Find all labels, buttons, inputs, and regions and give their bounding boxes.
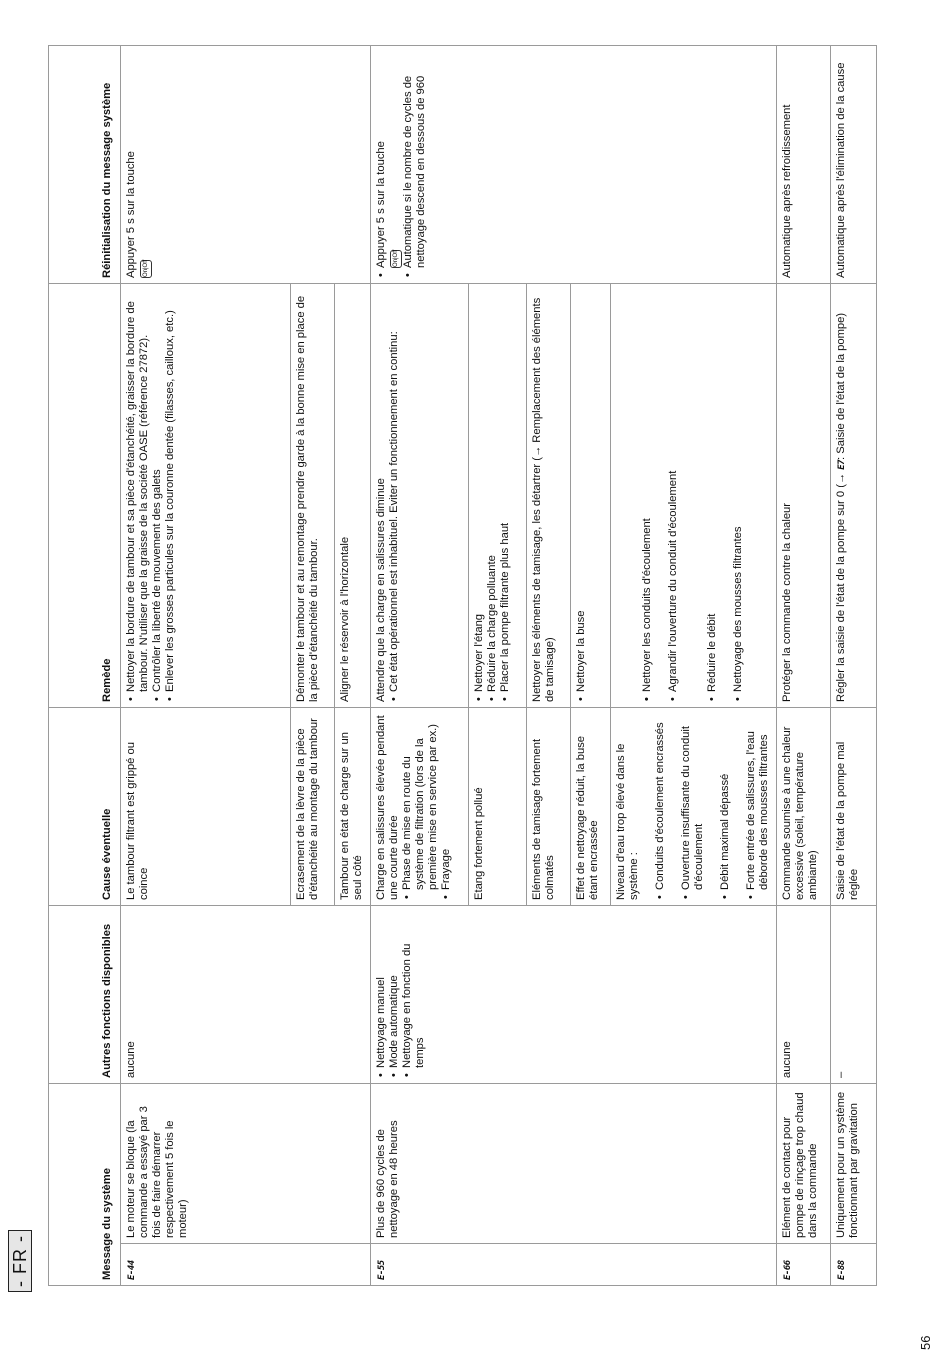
list-item: • Placer la pompe filtrante plus haut (499, 289, 512, 692)
table-header-row (49, 46, 121, 1286)
language-tag: - FR - (8, 1230, 32, 1292)
remedy-e55-2 (469, 284, 527, 708)
cause-e88: Saisie de l'état de la pompe mal réglée (831, 708, 877, 906)
cause-e55-3: Eléments de tamisage fortement colmatés (527, 708, 571, 906)
reset-e55 (371, 46, 777, 284)
list-item: • Nettoyer l'étang (473, 289, 486, 692)
list-item: • Phase de mise en route du système de filtration (lors de la première mise en service par ex.) (401, 713, 440, 890)
cause-e55-1 (371, 708, 469, 906)
cause-e44-3: Tambour en état de charge sur un seul côté (335, 708, 371, 906)
remedy-e88 (831, 284, 877, 708)
on-off-button-icon: On|Off (140, 260, 152, 278)
on-off-button-icon: On|Off (390, 250, 402, 268)
table-row (371, 46, 469, 1286)
message-e88: Uniquement pour un système fonctionnant par gravitation (831, 1084, 877, 1244)
reset-e44-text: Appuyer 5 s sur la touche (125, 151, 137, 278)
cause-e44-2: Ecrasement de la lèvre de la pièce d'étanchéité au montage du tambour (291, 708, 335, 906)
reset-e66: Automatique après refroidissement (777, 46, 831, 284)
remedy-e66: Protéger la commande contre la chaleur (777, 284, 831, 708)
functions-e88: – (831, 906, 877, 1084)
list-item: • Cet état opérationnel est inhabituel. Eviter un fonctionnement en continu: (388, 289, 401, 692)
list-item: • Contrôler la liberté de mouvement des galets (151, 289, 164, 692)
list-item: • Automatique si le nombre de cycles de nettoyage descend en dessous de 960 (402, 51, 428, 268)
reset-e88: Automatique après l'élimination de la cause (831, 46, 877, 284)
cause-e55-2: Etang fortement pollué (469, 708, 527, 906)
page-number: 56 (918, 1335, 933, 1350)
message-e55: Plus de 960 cycles de nettoyage en 48 heures (371, 1084, 777, 1244)
list-item: • Frayage (440, 713, 453, 890)
list-item: • Nettoyer la buse (575, 289, 588, 692)
table-row (777, 46, 831, 1286)
remedy-e44-3: Aligner le réservoir à l'horizontale (335, 284, 371, 708)
cause-e55-5 (611, 708, 777, 906)
remedy-e55-1-intro: Attendre que la charge en salissures diminue (375, 478, 387, 702)
list-item: • Réduire le débit (706, 289, 719, 692)
list-item: • Ouverture insuffisante du conduit d'écoulement (680, 713, 706, 890)
cause-e55-5-intro: Niveau d'eau trop élevé dans le système : (615, 743, 640, 900)
remedy-e55-5 (611, 284, 777, 708)
cause-e55-1-intro: Charge en salissures élevée pendant une courte durée (375, 715, 400, 900)
list-item: • Nettoyage manuel (375, 911, 388, 1068)
list-item: • Nettoyer la bordure de tambour et sa pièce d'étanchéité, graisser la bordure de tambour. N'utiliser que la graisse de la société OASE (référence 27872). (125, 289, 151, 692)
header-remedy: Remède (49, 284, 121, 708)
list-item: • Débit maximal dépassé (719, 713, 732, 890)
remedy-e44-1 (121, 284, 291, 708)
list-item: • Nettoyer les conduits d'écoulement (641, 289, 654, 692)
list-item: • Réduire la charge polluante (486, 289, 499, 692)
list-item: • Enlever les grosses particules sur la couronne dentée (filasses, cailloux, etc.) (164, 289, 177, 692)
error-code-e44: E-44 (121, 1244, 371, 1286)
header-message: Message du système (49, 1084, 121, 1286)
remedy-e88-text: Régler la saisie de l'état de la pompe sur 0 (→ (835, 472, 847, 702)
table-row (121, 46, 291, 1286)
functions-e66: aucune (777, 906, 831, 1084)
reset-e44 (121, 46, 371, 284)
remedy-e55-3: Nettoyer les éléments de tamisage, les détartrer (→ Remplacement des éléments de tamisage) (527, 284, 571, 708)
list-item: • Nettoyage des mousses filtrantes (732, 289, 745, 692)
remedy-e55-1 (371, 284, 469, 708)
list-item: • Conduits d'écoulement encrassés (654, 713, 667, 890)
remedy-e88-code: E7 (837, 459, 847, 470)
cause-e44-1: Le tambour filtrant est grippé ou coince (121, 708, 291, 906)
header-reset: Réinitialisation du message système (49, 46, 121, 284)
table-row (831, 46, 877, 1286)
message-e44: Le moteur se bloque (la commande a essayé par 3 fois de faire démarrer respectivement 5 fois le moteur) (121, 1084, 371, 1244)
cause-e55-4: Effet de nettoyage réduit, la buse étant encrassée (571, 708, 611, 906)
error-message-table (48, 45, 877, 1286)
header-functions: Autres fonctions disponibles (49, 906, 121, 1084)
remedy-e88-text-end: : Saisie de l'état de la pompe) (835, 312, 847, 460)
error-code-e55: E-55 (371, 1244, 777, 1286)
list-item: • Forte entrée de salissures, l'eau déborde des mousses filtrantes (745, 713, 771, 890)
message-e66: Elément de contact pour pompe de rinçage trop chaud dans la commande (777, 1084, 831, 1244)
list-item: • Agrandir l'ouverture du conduit d'écoulement (667, 289, 680, 692)
list-item: • Nettoyage en fonction du temps (401, 911, 427, 1068)
header-cause: Cause éventuelle (49, 708, 121, 906)
error-code-e66: E-66 (777, 1244, 831, 1286)
remedy-e44-2: Démonter le tambour et au remontage prendre garde à la bonne mise en place de la pièce d'étanchéité du tambour. (291, 284, 335, 708)
functions-e44: aucune (121, 906, 371, 1084)
functions-e55 (371, 906, 777, 1084)
list-item: • Appuyer 5 s sur la touche On|Off (375, 51, 402, 268)
remedy-e55-4 (571, 284, 611, 708)
cause-e66: Commande soumise à une chaleur excessive (soleil, température ambiante) (777, 708, 831, 906)
list-item: • Mode automatique (388, 911, 401, 1068)
error-code-e88: E-88 (831, 1244, 877, 1286)
